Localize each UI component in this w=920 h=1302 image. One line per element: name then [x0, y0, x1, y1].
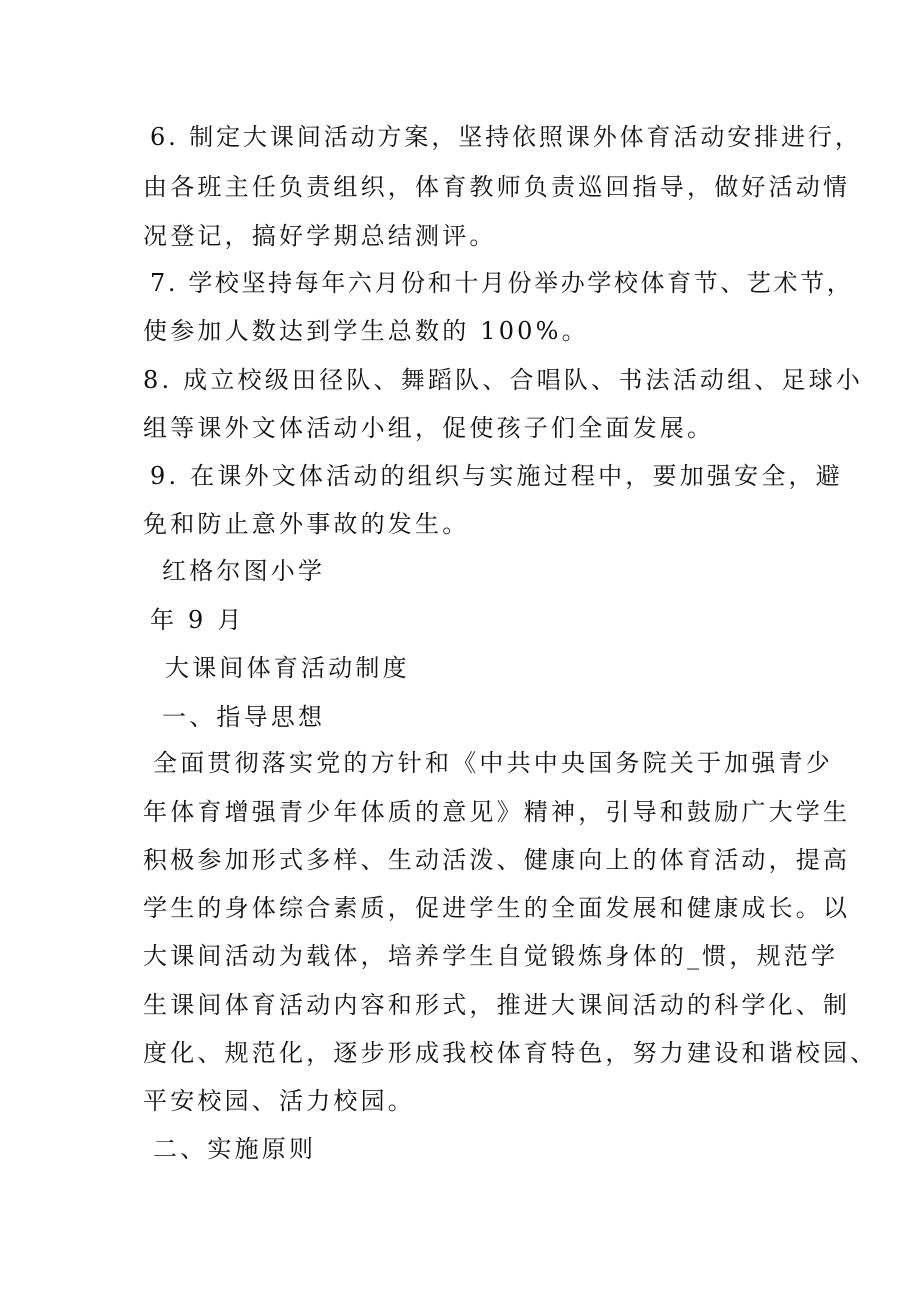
signature-school: 红格尔图小学 — [162, 557, 326, 585]
section-1-line-5: 大课间活动为载体，培养学生自觉锻炼身体的_惯，规范学 — [143, 942, 839, 970]
section-1-line-7: 度化、规范化，逐步形成我校体育特色，努力建设和谐校园、 — [143, 1039, 878, 1067]
item-9-line-1: 9. 在课外文体活动的组织与实施过程中，要加强安全，避 — [150, 462, 843, 490]
section-1-line-3: 积极参加形式多样、生动活泼、健康向上的体育活动，提高 — [143, 846, 851, 874]
item-6-line-1: 6. 制定大课间活动方案，坚持依照课外体育活动安排进行， — [150, 123, 862, 151]
item-6-line-2: 由各班主任负责组织，体育教师负责巡回指导，做好活动情 — [143, 173, 851, 201]
item-8-line-2: 组等课外文体活动小组，促使孩子们全面发展。 — [143, 414, 715, 442]
section-1-line-6: 生课间体育活动内容和形式，推进大课间活动的科学化、制 — [143, 991, 851, 1019]
signature-date: 年 9 月 — [150, 606, 245, 634]
item-8-line-1: 8. 成立校级田径队、舞蹈队、合唱队、书法活动组、足球小 — [143, 366, 864, 394]
section-1-heading: 一、指导思想 — [162, 703, 326, 731]
section-1-line-4: 学生的身体综合素质，促进学生的全面发展和健康成长。以 — [143, 894, 851, 922]
item-6-line-3: 况登记，搞好学期总结测评。 — [143, 222, 497, 250]
section-1-line-1: 全面贯彻落实党的方针和《中共中央国务院关于加强青少 — [153, 749, 833, 777]
section-1-line-8: 平安校园、活力校园。 — [143, 1087, 415, 1115]
section-1-line-2: 年体育增强青少年体质的意见》精神，引导和鼓励广大学生 — [143, 798, 851, 826]
item-7-line-1: 7. 学校坚持每年六月份和十月份举办学校体育节、艺术节， — [150, 269, 854, 297]
item-7-line-2: 使参加人数达到学生总数的 100%。 — [143, 317, 589, 345]
section-2-heading: 二、实施原则 — [153, 1135, 317, 1163]
document-title: 大课间体育活动制度 — [165, 654, 410, 682]
item-9-line-2: 免和防止意外事故的发生。 — [143, 510, 470, 538]
